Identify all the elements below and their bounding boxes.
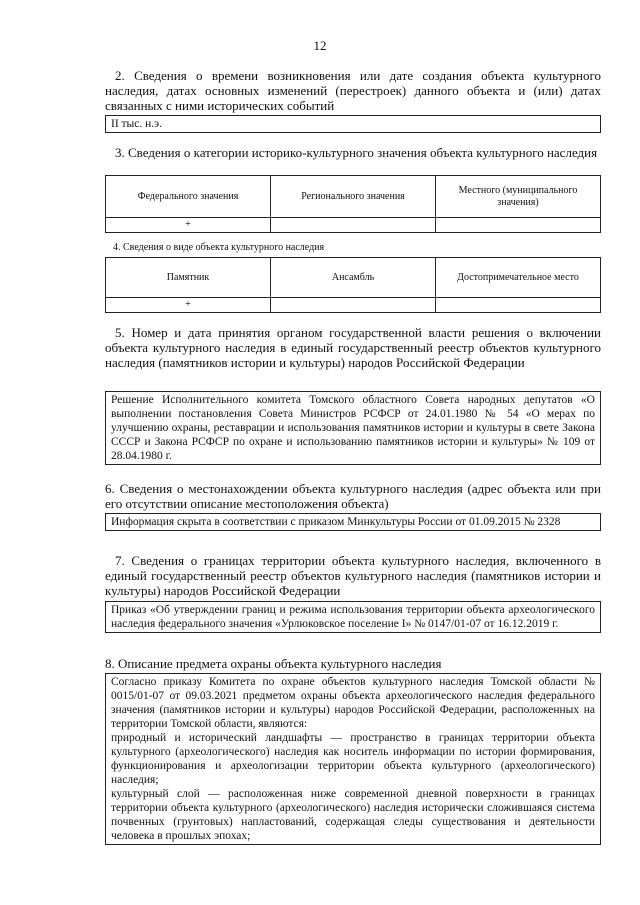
- column-regional: Регионального значения: [271, 176, 436, 218]
- section-8-value: [105, 673, 601, 845]
- section-5-value: Решение Исполнительного комитета Томского областного Совета народных депутатов «О выполнении постановления Совета Министров РСФСР от 24.01.1980 № 54 «О мерах по улучшению охраны, реставрации и использования памятников истории и культуры в свете Закона СССР и Закона РСФСР по охране и использованию памятников истории и культуры» № 109 от 28.04.1980 г.: [105, 391, 601, 465]
- column-local: Местного (муниципального значения): [436, 176, 601, 218]
- section-4-heading: 4. Сведения о виде объекта культурного наследия: [113, 242, 325, 253]
- section-5-heading: 5. Номер и дата принятия органом государственной власти решения о включении объекта культурного наследия в единый государственный реестр объектов культурного наследия (памятников истории и культуры) народов Российской Федерации: [105, 325, 601, 370]
- mark-landmark: [436, 298, 601, 313]
- page-number: 12: [313, 38, 327, 53]
- section-7-heading: 7. Сведения о границах территории объекта культурного наследия, включенного в единый государственный реестр объектов культурного наследия (памятников истории и культуры) народов Российской Федерации: [105, 553, 601, 598]
- section-2-value: II тыс. н.э.: [105, 115, 601, 133]
- section-8-heading: 8. Описание предмета охраны объекта культурного наследия: [105, 656, 442, 671]
- mark-regional: [271, 218, 436, 233]
- mark-ensemble: [271, 298, 436, 313]
- section-7-value: Приказ «Об утверждении границ и режима использования территории объекта археологического наследия федерального значения «Урлюковское поселение I» № 0147/01-07 от 16.12.2019 г.: [105, 601, 601, 633]
- mark-federal: +: [106, 218, 271, 233]
- object-type-table: [105, 257, 601, 313]
- section-8-paragraph: природный и исторический ландшафты — пространство в границах территории объекта культурного (археологического) наследия как носитель информации по истории формирования, функционирования и археологизации территории объекта культурного (археологического) наследия;: [111, 732, 595, 786]
- section-8-paragraph: Согласно приказу Комитета по охране объектов культурного наследия Томской области № 0015/01-07 от 09.03.2021 предметом охраны объекта археологического наследия федерального значения (памятников истории и культуры) народов Российской Федерации, расположенных на территории Томской области, являются:: [111, 676, 595, 730]
- column-landmark: Достопримечательное место: [436, 258, 601, 298]
- mark-monument: +: [106, 298, 271, 313]
- section-2-heading: 2. Сведения о времени возникновения или дате создания объекта культурного наследия, датах основных изменений (перестроек) данного объекта и (или) датах связанных с ними исторических событий: [105, 68, 601, 113]
- section-6-heading: 6. Сведения о местонахождении объекта культурного наследия (адрес объекта или при его отсутствии описание местоположения объекта): [105, 481, 601, 511]
- significance-category-table: [105, 175, 601, 233]
- column-federal: Федерального значения: [106, 176, 271, 218]
- column-ensemble: Ансамбль: [271, 258, 436, 298]
- mark-local: [436, 218, 601, 233]
- section-8-paragraph: культурный слой — расположенная ниже современной дневной поверхности в границах территории объекта культурного (археологического) наследия исторически сложившаяся система почвенных (грунтовых) напластований, содержащая следы существования и деятельности человека в прошлых эпохах;: [111, 788, 595, 842]
- column-monument: Памятник: [106, 258, 271, 298]
- section-6-value: Информация скрыта в соответствии с приказом Минкультуры России от 01.09.2015 № 2328: [105, 513, 601, 531]
- section-3-heading: 3. Сведения о категории историко-культурного значения объекта культурного наследия: [115, 145, 598, 160]
